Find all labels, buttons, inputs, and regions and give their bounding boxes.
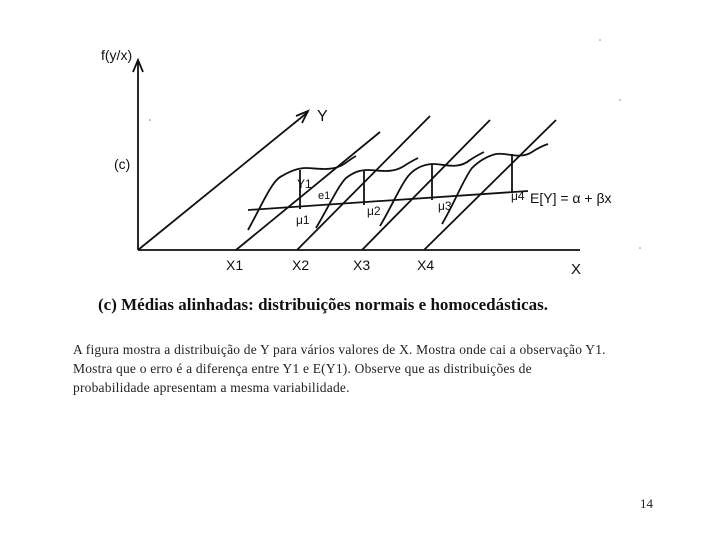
x-tick-1: X1 (226, 257, 244, 273)
distribution-curve-4 (442, 144, 548, 224)
panel-label: (c) (114, 156, 131, 172)
x-axis-label: X (571, 261, 582, 278)
error-label: e1 (318, 190, 331, 202)
y-axis-label: f(y/x) (101, 47, 133, 63)
page-number: 14 (640, 496, 653, 511)
mean-label-3: μ3 (438, 199, 452, 213)
description-text (73, 340, 673, 397)
y-diagonal-axis (138, 112, 308, 250)
mean-label-2: μ2 (367, 204, 381, 218)
scan-speck (639, 247, 641, 249)
description-line-3: probabilidade apresentam a mesma variabilidade. (73, 380, 350, 395)
description-line-2: Mostra que o erro é a diferença entre Y1 e E(Y1). Observe que as distribuições de (73, 361, 532, 376)
scan-speck (149, 119, 151, 121)
description-line-1: A figura mostra a distribuição de Y para vários valores de X. Mostra onde cai a observação Y1. (73, 342, 606, 357)
diagonal-line-x1 (236, 132, 380, 250)
mean-label-1: μ1 (296, 213, 310, 227)
mean-label-4: μ4 (511, 189, 525, 203)
observation-label: Y1 (297, 177, 312, 191)
scan-speck (619, 99, 621, 101)
y-arrow-label: Y (317, 108, 328, 125)
x-tick-4: X4 (417, 257, 435, 273)
diagonal-line-x4 (424, 120, 556, 250)
x-tick-3: X3 (353, 257, 371, 273)
x-tick-2: X2 (292, 257, 310, 273)
regression-equation-label: E[Y] = α + βx (530, 190, 612, 206)
diagonal-line-x3 (362, 120, 490, 250)
scan-speck (599, 39, 601, 41)
figure-caption: (c) Médias alinhadas: distribuições normais e homocedásticas. (98, 295, 549, 314)
regression-line (248, 191, 528, 210)
